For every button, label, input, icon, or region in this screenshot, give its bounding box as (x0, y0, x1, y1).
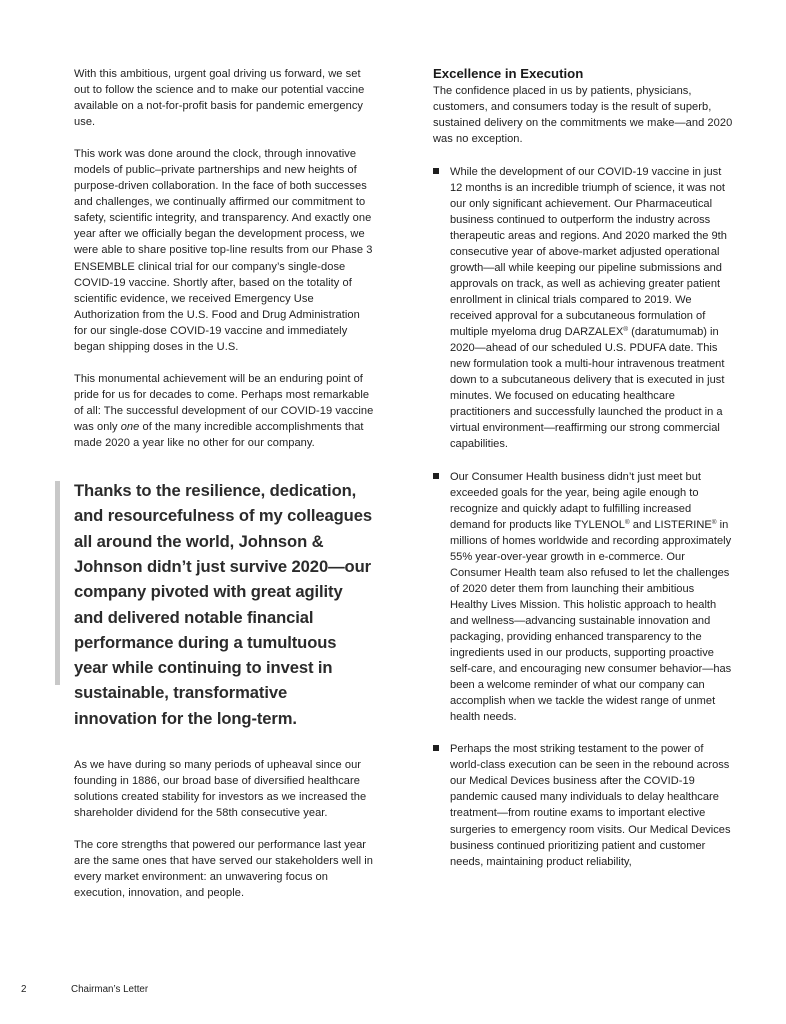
section-intro: The confidence placed in us by patients, physicians, customers, and consumers today is the result of superb, sustained delivery on the commitments we make—and 2020 was no exception. (433, 84, 733, 145)
page-number: 2 (21, 984, 27, 995)
body-paragraph-3 (74, 371, 374, 451)
bullet-list (433, 164, 733, 870)
pull-quote (74, 478, 374, 731)
square-bullet-icon (433, 473, 439, 479)
para3-text-end: of the many incredible accomplishments that made 2020 a year like no other for our company. (74, 420, 364, 449)
left-column (74, 66, 374, 901)
footer-section-title: Chairman’s Letter (71, 984, 149, 995)
bullet-item-pharmaceutical (433, 164, 733, 453)
bullet-text-1 (450, 164, 733, 453)
bullet-text-2 (450, 469, 733, 726)
bullet2-text-end: in millions of homes worldwide and recording approximately 55% year-over-year growth in e-commerce. Our Consumer Health team also refused to let the challenges of 2020 deter them from launching their ambitious Healthy Lives Mission. This holistic approach to health and wellness—advancing sustainable innovation and packaging, providing enhanced transparency to the ingredients used in our products, supporting proactive self-care, and encouraging new consumer behavior—has been a welcome reminder of what our company can accomplish when we tackle the widest range of unmet health needs. (450, 518, 732, 724)
bullet-item-consumer-health (433, 469, 733, 726)
body-paragraph-1: With this ambitious, urgent goal driving us forward, we set out to follow the science and to make our potential vaccine available on a not-for-profit basis for pandemic emergency use. (74, 68, 365, 129)
bullet2-text-middle: and LISTERINE (629, 518, 712, 531)
para3-emphasis: one (120, 420, 140, 433)
registered-mark: ® (624, 518, 630, 526)
bullet-text-3: Perhaps the most striking testament to the power of world-class execution can be seen in the rebound across our Medical Devices business after the COVID-19 pandemic caused many individuals to delay healthcare treatment—from routine exams to important elective surgeries to emergency room visits. Our Medical Devices business continued prioritizing patient and customer needs, maintaining product reliability, (450, 743, 731, 868)
body-paragraph-4: As we have during so many periods of upheaval since our founding in 1886, our broad base of diversified healthcare solutions created stability for investors as we increased the shareholder dividend for the 58th consecutive year. (74, 759, 367, 820)
bullet-item-medical-devices (433, 741, 733, 869)
body-paragraph-5: The core strengths that powered our performance last year are the same ones that have served our stakeholders well in every market environment: an unwavering focus on execution, innovation, and people. (74, 839, 373, 900)
section-heading: Excellence in Execution (433, 66, 584, 81)
right-column (433, 66, 733, 886)
registered-mark: ® (711, 518, 717, 526)
bullet1-text-end: (daratumumab) in 2020—ahead of our scheduled U.S. PDUFA date. This new formulation took a multi-hour intravenous treatment down to a subcutaneous delivery that is executed in just minutes. We focused on educating healthcare practitioners and successfully launched the product in a virtual environment—reaffirming our strong commercial capabilities. (450, 326, 725, 451)
registered-mark: ® (623, 326, 629, 334)
para3-text-start: This monumental achievement will be an enduring point of pride for us for decades to come. Perhaps most remarkable of all: The successful development of our COVID-19 vaccine was only (74, 372, 374, 433)
bullet1-text-start: While the development of our COVID-19 vaccine in just 12 months is an incredible triumph of science, it was not our only significant achievement. Our Pharmaceutical business continued to outperform the industry across therapeutic areas and regions. And 2020 marked the 9th consecutive year of above-market adjusted operational growth—all while keeping our pipeline submissions and approvals on track, as well as achieving greater patient enrollment in clinical trials compared to 2019. We received approval for a subcutaneous formulation of multiple myeloma drug DARZALEX (450, 165, 727, 339)
bullet2-text-start: Our Consumer Health business didn’t just meet but exceeded goals for the year, being agile enough to recognize and quickly adapt to fulfilling increased demand for products like TYLENOL (450, 470, 701, 531)
square-bullet-icon (433, 168, 439, 174)
body-paragraph-2: This work was done around the clock, through innovative models of public–private partnerships and new heights of purpose-driven collaboration. In the face of both successes and challenges, we continually affirmed our commitment to safety, scientific integrity, and transparency. And exactly one year after we officially began the development process, we were able to share positive top-line results from our Phase 3 ENSEMBLE clinical trial for our company’s single-dose COVID-19 vaccine. Shortly after, based on the totality of scientific evidence, we received Emergency Use Authorization from the U.S. Food and Drug Administration for our single-dose COVID-19 vaccine and immediately began shipping doses in the U.S. (74, 148, 373, 353)
page-footer (21, 984, 148, 995)
pull-quote-text: Thanks to the resilience, dedication, and resourcefulness of my colleagues all around the world, Johnson & Johnson didn’t just survive 2020—our company pivoted with great agility and delivered notable financial performance during a tumultuous year while continuing to invest in sustainable, transformative innovation for the long-term. (74, 481, 372, 728)
pull-quote-bar (55, 481, 60, 685)
square-bullet-icon (433, 745, 439, 751)
